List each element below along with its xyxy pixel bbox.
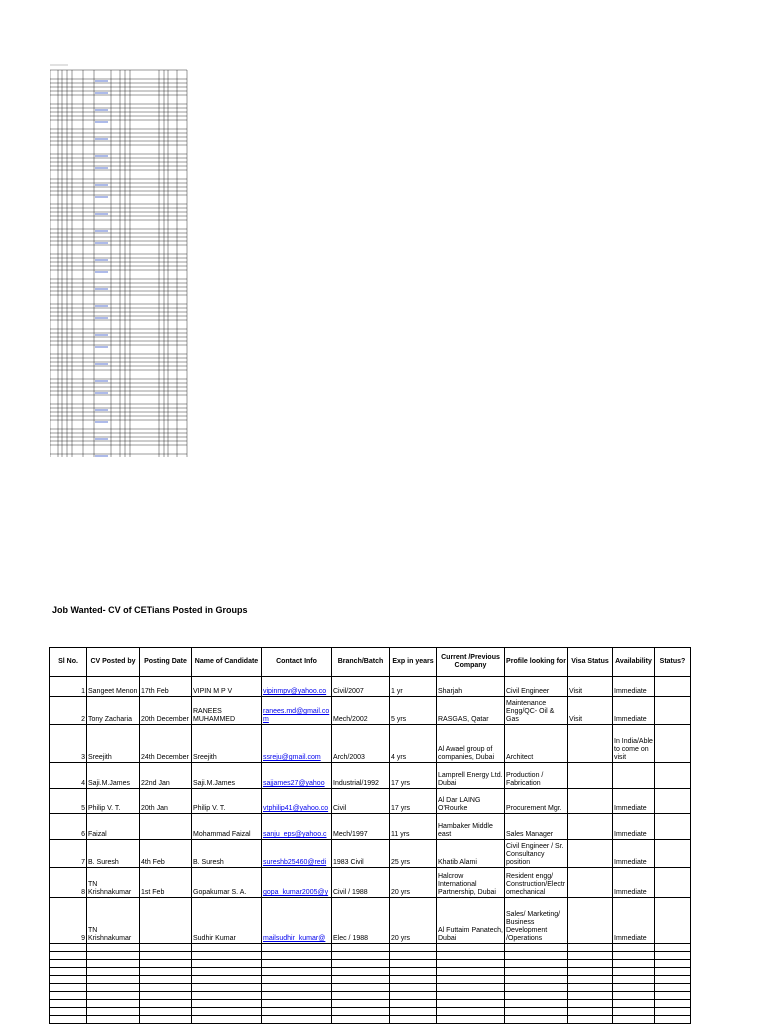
cell-profile: Sales Manager: [505, 814, 568, 840]
table-row: [50, 697, 691, 725]
cell-availability: [613, 763, 655, 789]
table-row: [50, 789, 691, 814]
empty-row: [50, 1000, 691, 1008]
empty-cell: [655, 984, 691, 992]
cell-status: [655, 868, 691, 898]
empty-cell: [262, 1016, 332, 1024]
empty-cell: [87, 960, 140, 968]
cell-profile: Civil Engineer / Sr. Consultancy position: [505, 840, 568, 868]
cell-visa: Visit: [568, 677, 613, 697]
cell-availability: Immediate: [613, 677, 655, 697]
cell-exp: 5 yrs: [390, 697, 437, 725]
cell-date: 20th Jan: [140, 789, 192, 814]
empty-row: [50, 992, 691, 1000]
empty-cell: [613, 992, 655, 1000]
empty-cell: [505, 1008, 568, 1016]
empty-cell: [192, 1008, 262, 1016]
empty-cell: [568, 968, 613, 976]
cell-date: 4th Feb: [140, 840, 192, 868]
empty-cell: [50, 944, 87, 952]
table-row: [50, 868, 691, 898]
empty-cell: [390, 944, 437, 952]
cell-visa: [568, 814, 613, 840]
empty-cell: [655, 992, 691, 1000]
empty-row: [50, 1016, 691, 1024]
empty-cell: [568, 944, 613, 952]
cell-status: [655, 763, 691, 789]
empty-cell: [437, 944, 505, 952]
cell-sl: 4: [50, 763, 87, 789]
empty-cell: [192, 976, 262, 984]
empty-cell: [505, 968, 568, 976]
cell-visa: [568, 840, 613, 868]
cell-contact-link[interactable]: ranees.md@gmail.com: [262, 697, 332, 725]
empty-cell: [613, 1000, 655, 1008]
empty-cell: [390, 976, 437, 984]
cell-posted-by: B. Suresh: [87, 840, 140, 868]
empty-cell: [140, 944, 192, 952]
cell-sl: 9: [50, 898, 87, 944]
empty-cell: [50, 1000, 87, 1008]
empty-cell: [262, 944, 332, 952]
cell-visa: [568, 868, 613, 898]
cell-posted-by: TN Krishnakumar: [87, 898, 140, 944]
cell-date: 17th Feb: [140, 677, 192, 697]
empty-cell: [568, 1000, 613, 1008]
empty-cell: [437, 984, 505, 992]
empty-cell: [192, 952, 262, 960]
empty-cell: [262, 952, 332, 960]
empty-cell: [655, 944, 691, 952]
cell-posted-by: Faizal: [87, 814, 140, 840]
empty-cell: [332, 992, 390, 1000]
cell-exp: 11 yrs: [390, 814, 437, 840]
empty-cell: [655, 952, 691, 960]
cell-name: Sudhir Kumar: [192, 898, 262, 944]
cell-date: 20th December: [140, 697, 192, 725]
empty-row: [50, 976, 691, 984]
header-company: Current /Previous Company: [437, 648, 505, 677]
cell-company: Khatib Alami: [437, 840, 505, 868]
empty-cell: [87, 968, 140, 976]
header-row: [50, 648, 691, 677]
empty-cell: [568, 992, 613, 1000]
empty-cell: [332, 984, 390, 992]
empty-cell: [140, 960, 192, 968]
empty-cell: [505, 984, 568, 992]
cell-availability: Immediate: [613, 814, 655, 840]
empty-cell: [437, 1000, 505, 1008]
empty-cell: [505, 960, 568, 968]
empty-cell: [87, 1016, 140, 1024]
empty-cell: [390, 984, 437, 992]
empty-cell: [505, 1016, 568, 1024]
cell-status: [655, 725, 691, 763]
empty-cell: [262, 960, 332, 968]
empty-cell: [192, 1016, 262, 1024]
cell-name: Mohammad Faizal: [192, 814, 262, 840]
empty-cell: [332, 944, 390, 952]
empty-cell: [390, 1008, 437, 1016]
empty-cell: [140, 1008, 192, 1016]
cell-visa: [568, 898, 613, 944]
cell-availability: In India/Able to come on visit: [613, 725, 655, 763]
empty-cell: [50, 976, 87, 984]
cell-date: [140, 898, 192, 944]
cell-posted-by: Sangeet Menon: [87, 677, 140, 697]
cell-company: Al Futtaim Panatech, Dubai: [437, 898, 505, 944]
cell-visa: [568, 725, 613, 763]
empty-cell: [505, 952, 568, 960]
empty-cell: [87, 992, 140, 1000]
empty-cell: [390, 960, 437, 968]
empty-row: [50, 1008, 691, 1016]
empty-cell: [437, 992, 505, 1000]
cell-exp: 20 yrs: [390, 868, 437, 898]
cell-branch: Civil/2007: [332, 677, 390, 697]
empty-cell: [437, 976, 505, 984]
empty-cell: [87, 976, 140, 984]
cell-contact-link[interactable]: vtphilip41@yahoo.co: [262, 789, 332, 814]
empty-cell: [568, 1016, 613, 1024]
empty-cell: [390, 1000, 437, 1008]
empty-cell: [390, 1016, 437, 1024]
cell-posted-by: TN Krishnakumar: [87, 868, 140, 898]
empty-cell: [140, 1016, 192, 1024]
cell-company: Al Dar LAING O'Rourke: [437, 789, 505, 814]
empty-cell: [655, 1000, 691, 1008]
empty-cell: [262, 976, 332, 984]
header-sl-no: Sl No.: [50, 648, 87, 677]
cell-branch: 1983 Civil: [332, 840, 390, 868]
cell-name: Philip V. T.: [192, 789, 262, 814]
empty-cell: [613, 1008, 655, 1016]
empty-cell: [332, 1008, 390, 1016]
header-profile: Profile looking for: [505, 648, 568, 677]
cell-name: RANEES MUHAMMED: [192, 697, 262, 725]
cell-profile: Resident engg/ Construction/Electromechanical: [505, 868, 568, 898]
cell-status: [655, 789, 691, 814]
empty-cell: [613, 984, 655, 992]
cell-contact-link[interactable]: sureshb25460@redi: [262, 840, 332, 868]
empty-cell: [568, 984, 613, 992]
cell-exp: 25 yrs: [390, 840, 437, 868]
cell-posted-by: Saji.M.James: [87, 763, 140, 789]
empty-cell: [87, 1008, 140, 1016]
empty-cell: [192, 944, 262, 952]
cell-contact-link[interactable]: sajjames27@yahoo: [262, 763, 332, 789]
empty-cell: [613, 1016, 655, 1024]
header-candidate-name: Name of Candidate: [192, 648, 262, 677]
cell-company: Lamprell Energy Ltd. Dubai: [437, 763, 505, 789]
cell-profile: Maintenance Engg/QC- Oil & Gas: [505, 697, 568, 725]
table-row: [50, 725, 691, 763]
header-posting-date: Posting Date: [140, 648, 192, 677]
header-experience: Exp in years: [390, 648, 437, 677]
cell-availability: Immediate: [613, 789, 655, 814]
cell-status: [655, 697, 691, 725]
cell-profile: Production / Fabrication: [505, 763, 568, 789]
empty-cell: [140, 952, 192, 960]
cell-profile: Sales/ Marketing/ Business Development /Operations: [505, 898, 568, 944]
empty-cell: [262, 1000, 332, 1008]
empty-cell: [655, 960, 691, 968]
cell-exp: 20 yrs: [390, 898, 437, 944]
cell-name: VIPIN M P V: [192, 677, 262, 697]
cv-table: [49, 647, 691, 1024]
cell-branch: Civil: [332, 789, 390, 814]
cell-company: Sharjah: [437, 677, 505, 697]
empty-cell: [262, 968, 332, 976]
table-row: [50, 763, 691, 789]
cell-date: [140, 814, 192, 840]
empty-cell: [192, 1000, 262, 1008]
cell-branch: Industrial/1992: [332, 763, 390, 789]
empty-cell: [50, 1008, 87, 1016]
empty-row: [50, 968, 691, 976]
cell-exp: 17 yrs: [390, 763, 437, 789]
cell-company: RASGAS, Qatar: [437, 697, 505, 725]
cell-profile: Procurement Mgr.: [505, 789, 568, 814]
empty-cell: [390, 952, 437, 960]
cell-availability: Immediate: [613, 840, 655, 868]
empty-cell: [332, 968, 390, 976]
cell-sl: 6: [50, 814, 87, 840]
empty-cell: [87, 984, 140, 992]
empty-cell: [140, 984, 192, 992]
cell-contact-link[interactable]: mailsudhir_kumar@: [262, 898, 332, 944]
cell-profile: Civil Engineer: [505, 677, 568, 697]
empty-cell: [87, 944, 140, 952]
empty-cell: [50, 960, 87, 968]
empty-cell: [262, 984, 332, 992]
empty-cell: [437, 968, 505, 976]
empty-cell: [87, 952, 140, 960]
empty-cell: [50, 984, 87, 992]
empty-cell: [262, 1008, 332, 1016]
empty-cell: [613, 960, 655, 968]
page-title: Job Wanted- CV of CETians Posted in Groups: [52, 605, 248, 615]
empty-cell: [192, 960, 262, 968]
empty-cell: [140, 992, 192, 1000]
table-row: [50, 677, 691, 697]
cell-date: 22nd Jan: [140, 763, 192, 789]
cell-branch: Civil / 1988: [332, 868, 390, 898]
empty-cell: [437, 1016, 505, 1024]
header-availability: Availability: [613, 648, 655, 677]
empty-cell: [332, 960, 390, 968]
cell-exp: 4 yrs: [390, 725, 437, 763]
empty-cell: [437, 1008, 505, 1016]
empty-cell: [613, 944, 655, 952]
cell-company: Halcrow International Partnership, Dubai: [437, 868, 505, 898]
empty-cell: [332, 952, 390, 960]
cell-sl: 2: [50, 697, 87, 725]
cell-exp: 17 yrs: [390, 789, 437, 814]
table-row: [50, 898, 691, 944]
empty-cell: [390, 992, 437, 1000]
table-row: [50, 840, 691, 868]
empty-row: [50, 960, 691, 968]
cell-sl: 1: [50, 677, 87, 697]
empty-cell: [437, 952, 505, 960]
cell-availability: Immediate: [613, 868, 655, 898]
cell-sl: 3: [50, 725, 87, 763]
empty-cell: [192, 992, 262, 1000]
cell-exp: 1 yr: [390, 677, 437, 697]
cell-branch: Elec / 1988: [332, 898, 390, 944]
cell-name: Sreejith: [192, 725, 262, 763]
empty-cell: [390, 968, 437, 976]
cell-name: Gopakumar S. A.: [192, 868, 262, 898]
header-contact-info: Contact Info: [262, 648, 332, 677]
cell-profile: Architect: [505, 725, 568, 763]
empty-cell: [613, 952, 655, 960]
cell-status: [655, 898, 691, 944]
cell-company: Hambaker Middle east: [437, 814, 505, 840]
cell-status: [655, 840, 691, 868]
empty-rows: [50, 944, 691, 1024]
empty-cell: [192, 984, 262, 992]
empty-cell: [87, 1000, 140, 1008]
header-status: Status?: [655, 648, 691, 677]
cell-posted-by: Sreejith: [87, 725, 140, 763]
empty-cell: [50, 992, 87, 1000]
cell-date: 1st Feb: [140, 868, 192, 898]
cell-name: B. Suresh: [192, 840, 262, 868]
empty-cell: [332, 1016, 390, 1024]
cell-availability: Immediate: [613, 898, 655, 944]
header-branch-batch: Branch/Batch: [332, 648, 390, 677]
empty-cell: [332, 1000, 390, 1008]
cell-branch: Mech/2002: [332, 697, 390, 725]
cell-date: 24th December: [140, 725, 192, 763]
cell-visa: [568, 763, 613, 789]
empty-cell: [568, 976, 613, 984]
empty-cell: [332, 976, 390, 984]
empty-cell: [262, 992, 332, 1000]
cell-status: [655, 814, 691, 840]
cell-visa: Visit: [568, 697, 613, 725]
empty-row: [50, 952, 691, 960]
empty-cell: [655, 1016, 691, 1024]
cell-contact-link[interactable]: gopa_kumar2005@y: [262, 868, 332, 898]
header-visa-status: Visa Status: [568, 648, 613, 677]
empty-cell: [50, 1016, 87, 1024]
cell-contact-link[interactable]: ssreju@gmail.com: [262, 725, 332, 763]
cell-branch: Mech/1997: [332, 814, 390, 840]
empty-cell: [140, 1000, 192, 1008]
cell-company: Al Awael group of companies, Dubai: [437, 725, 505, 763]
empty-cell: [50, 968, 87, 976]
cell-sl: 7: [50, 840, 87, 868]
sheet-thumbnail-graphic: [50, 62, 190, 462]
empty-cell: [50, 952, 87, 960]
empty-cell: [568, 1008, 613, 1016]
cell-posted-by: Philip V. T.: [87, 789, 140, 814]
cell-contact-link[interactable]: sanju_eps@yahoo.c: [262, 814, 332, 840]
empty-cell: [568, 952, 613, 960]
cell-sl: 5: [50, 789, 87, 814]
table-row: [50, 814, 691, 840]
empty-cell: [568, 960, 613, 968]
cell-visa: [568, 789, 613, 814]
cell-posted-by: Tony Zacharia: [87, 697, 140, 725]
cell-name: Saji.M.James: [192, 763, 262, 789]
empty-cell: [505, 992, 568, 1000]
empty-cell: [505, 944, 568, 952]
empty-row: [50, 984, 691, 992]
empty-cell: [140, 976, 192, 984]
empty-cell: [655, 1008, 691, 1016]
empty-cell: [192, 968, 262, 976]
cell-branch: Arch/2003: [332, 725, 390, 763]
empty-cell: [505, 1000, 568, 1008]
empty-cell: [140, 968, 192, 976]
empty-cell: [655, 976, 691, 984]
header-cv-posted-by: CV Posted by: [87, 648, 140, 677]
cell-availability: Immediate: [613, 697, 655, 725]
empty-cell: [613, 976, 655, 984]
empty-cell: [655, 968, 691, 976]
cell-sl: 8: [50, 868, 87, 898]
empty-cell: [437, 960, 505, 968]
cell-contact-link[interactable]: vipinmpv@yahoo.co: [262, 677, 332, 697]
empty-cell: [505, 976, 568, 984]
empty-cell: [613, 968, 655, 976]
empty-row: [50, 944, 691, 952]
sheet-thumbnail: [50, 62, 190, 462]
cell-status: [655, 677, 691, 697]
